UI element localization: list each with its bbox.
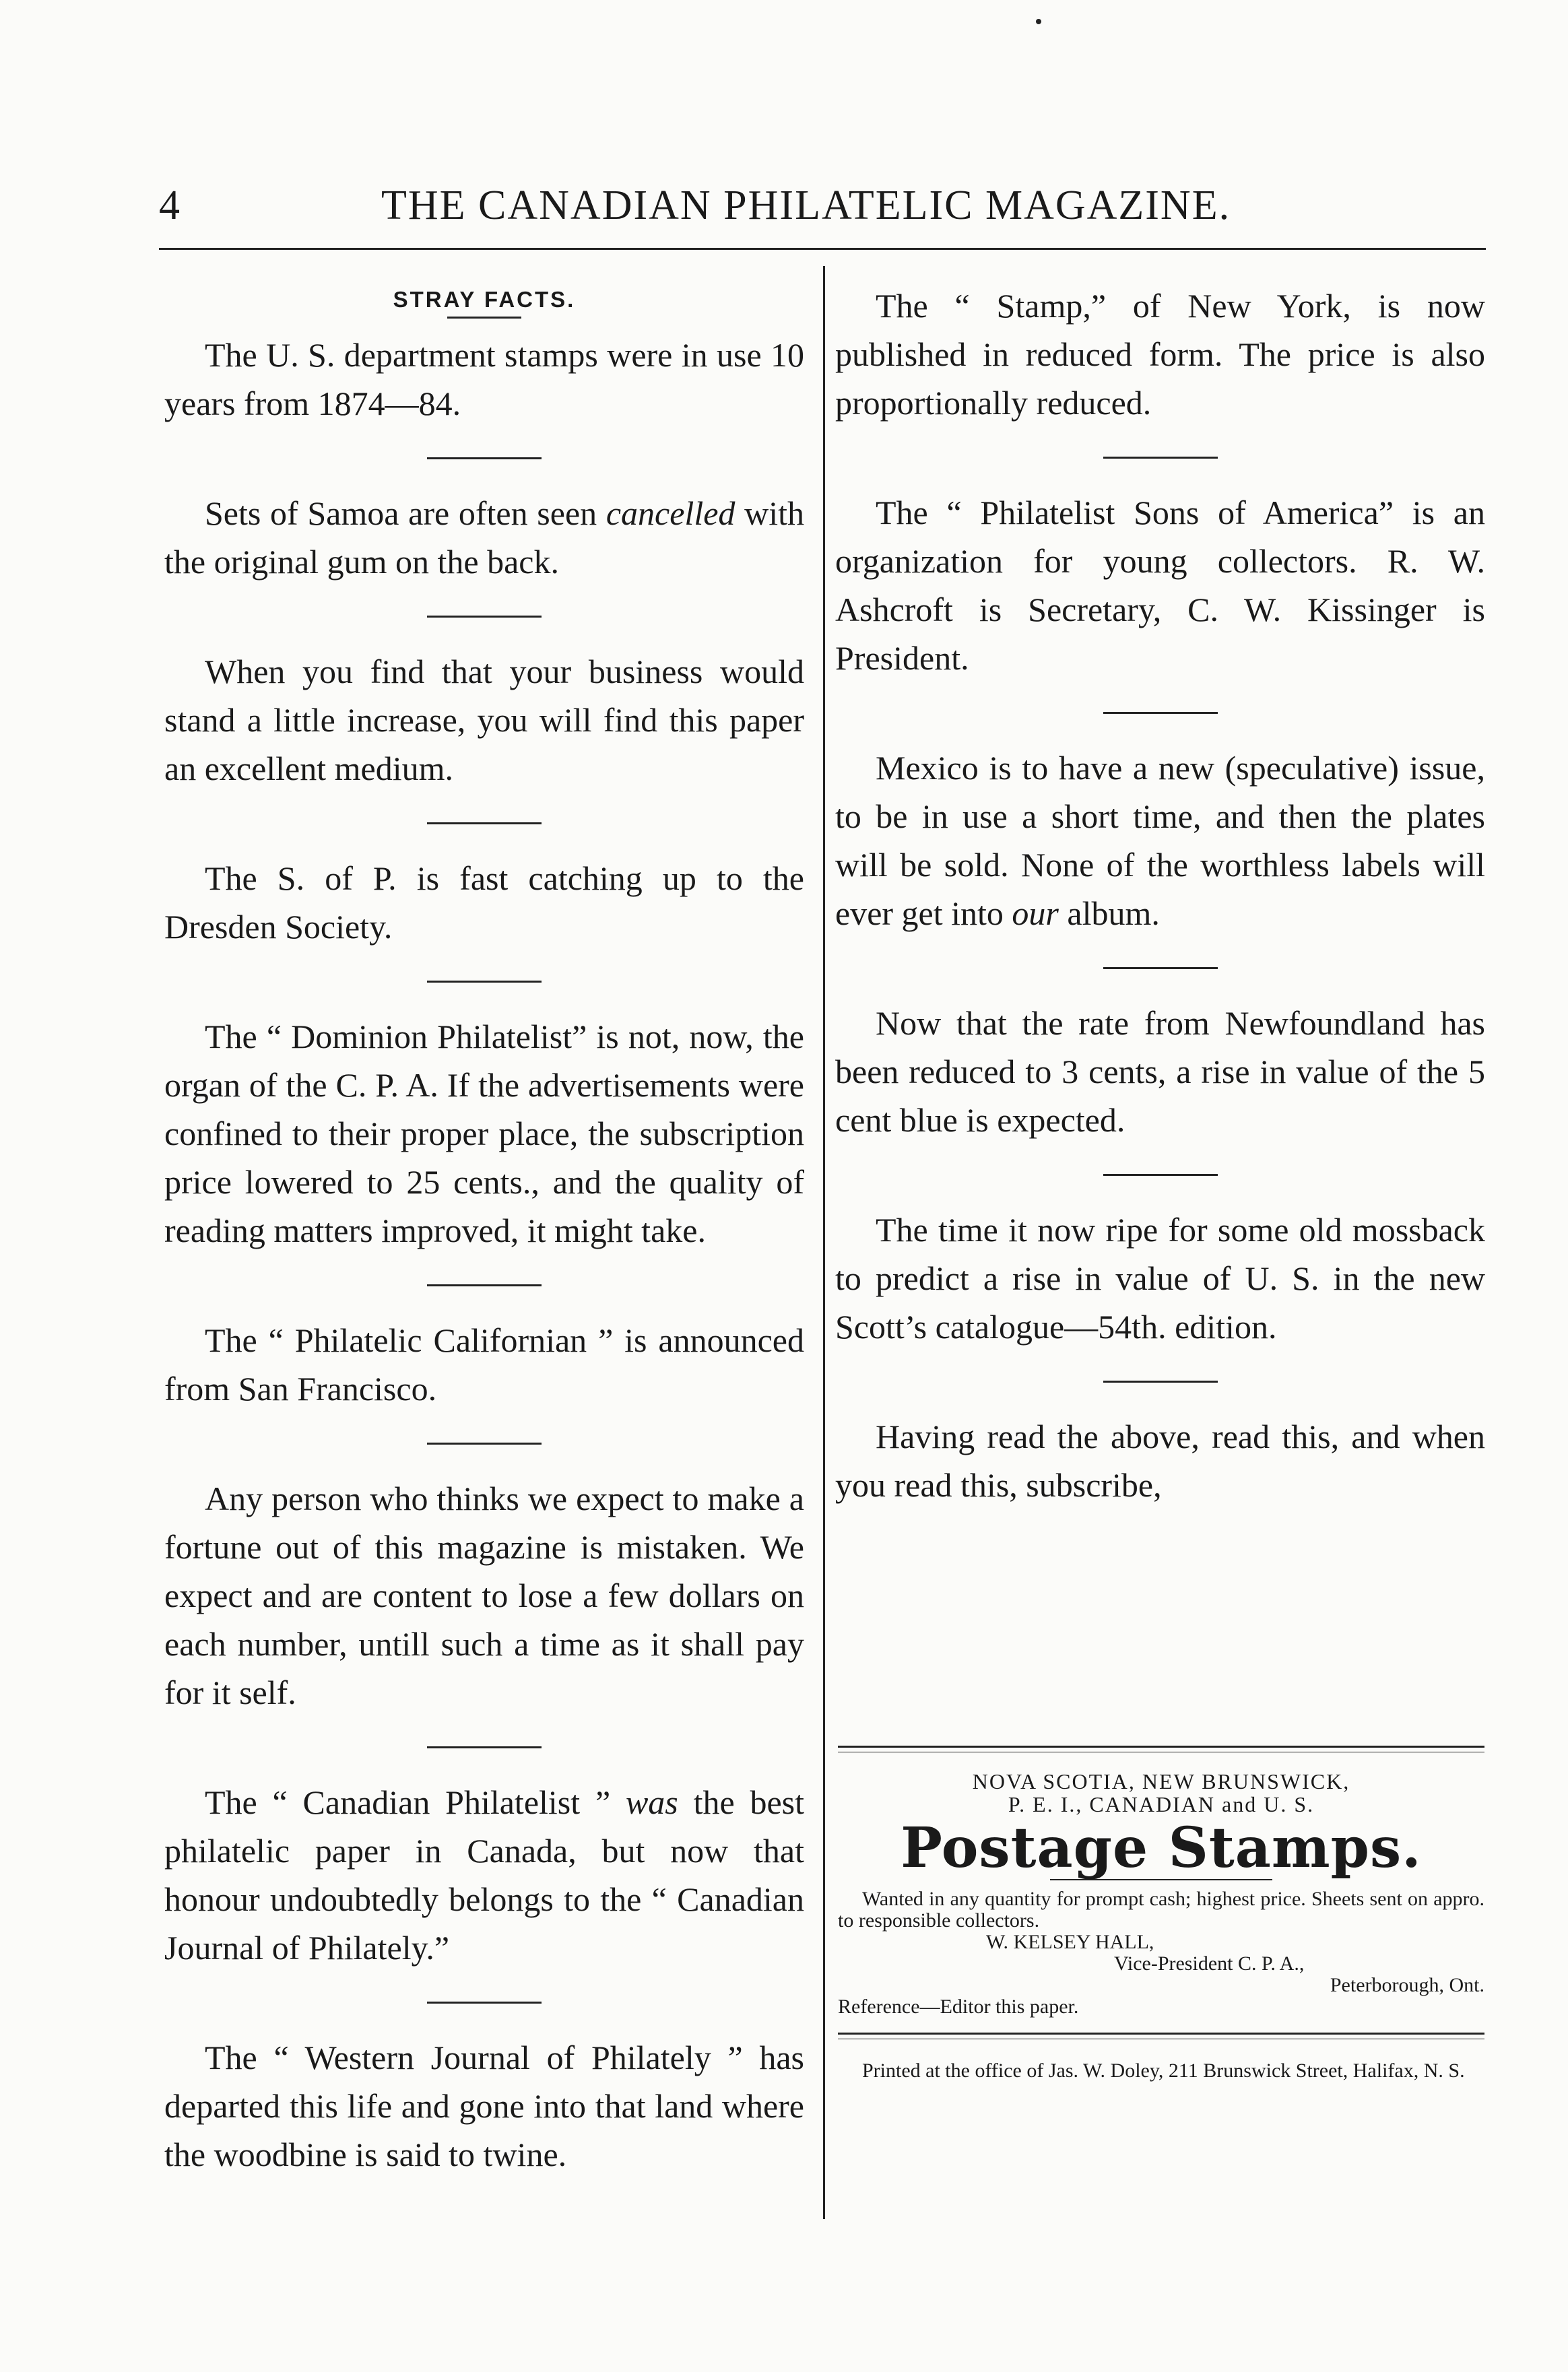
left-item-text: Sets of Samoa are often seen cancelled with the original gum on the back. [164,494,804,581]
right-item [835,282,1485,427]
section-heading: STRAY FACTS. [393,287,576,312]
page-header [159,182,1486,229]
item-separator [427,822,542,824]
item-separator [427,1746,542,1748]
header-rule [159,248,1486,250]
right-item [835,1412,1485,1509]
left-item [164,1474,804,1717]
right-item [835,1206,1485,1351]
ad-reference: Reference—Editor this paper. [838,1996,1079,2018]
advertisement [838,1746,1484,2082]
left-item-text: The “ Dominion Philatelist” is not, now, the organ of the C. P. A. If the advertisements were confined to their proper place, the subscription price lowered to 25 cents., and the quality of reading matters improved, it might take. [164,1018,804,1249]
left-item [164,2033,804,2179]
ad-regions-line-2: P. E. I., CANADIAN and U. S. [1008,1792,1315,1816]
left-item [164,1012,804,1255]
ad-place: Peterborough, Ont. [1330,1974,1484,1996]
left-item-text: Any person who thinks we expect to make a fortune out of this magazine is mistaken. We expect and are content to lose a few dollars on each number, untill such a time as it shall pay for it self. [164,1480,804,1711]
running-title: THE CANADIAN PHILATELIC MAGAZINE. [381,183,1231,228]
heading-rule [447,317,521,319]
right-column [835,282,1485,1509]
left-item-text: The S. of P. is fast catching up to the Dresden Society. [164,859,804,946]
item-separator [427,1284,542,1286]
item-separator [1103,457,1218,459]
left-item [164,331,804,428]
ad-title: Postage Stamps. [901,1816,1422,1880]
left-item [164,647,804,793]
item-separator [427,2002,542,2004]
column-divider [823,266,825,2219]
left-item [164,1316,804,1413]
ad-regions-line-1: NOVA SCOTIA, NEW BRUNSWICK, [972,1769,1350,1793]
item-separator [1103,1381,1218,1383]
print-mark [1036,19,1041,24]
left-item-text: When you find that your business would stand a little increase, you will find this paper an excellent medium. [164,653,804,787]
ad-name: W. KELSEY HALL, [986,1931,1154,1953]
ad-body: Wanted in any quantity for prompt cash; highest price. Sheets sent on appro. to responsible collectors. [838,1888,1484,1932]
right-item-text: The “ Philatelist Sons of America” is an organization for young collectors. R. W. Ashcroft is Secretary, C. W. Kissinger is President. [835,494,1485,677]
left-items [164,331,804,2179]
item-separator [1103,967,1218,969]
item-separator [427,981,542,983]
right-item-text: The time it now ripe for some old mossback to predict a rise in value of U. S. in the new Scott’s catalogue—54th. edition. [835,1211,1485,1346]
item-separator [427,616,542,618]
right-item-text: The “ Stamp,” of New York, is now published in reduced form. The price is also proportionally reduced. [835,287,1485,422]
left-item-text: The “ Western Journal of Philately ” has departed this life and gone into that land where the woodbine is said to twine. [164,2039,804,2173]
item-separator [427,1443,542,1445]
item-separator [1103,712,1218,714]
left-item-text: The “ Philatelic Californian ” is announced from San Francisco. [164,1321,804,1408]
page-number: 4 [159,183,181,228]
left-item [164,1778,804,1972]
right-item-text: Mexico is to have a new (speculative) issue, to be in use a short time, and then the plates will be sold. None of the worthless labels will ever get into our album. [835,749,1485,932]
right-item [835,744,1485,937]
left-item [164,489,804,586]
right-items [835,282,1485,1509]
left-item-text: The “ Canadian Philatelist ” was the best philatelic paper in Canada, but now that honour undoubtedly belongs to the “ Canadian Journal of Philately.” [164,1783,804,1967]
printer-imprint: Printed at the office of Jas. W. Doley, 211 Brunswick Street, Halifax, N. S. [862,2060,1465,2082]
ad-top-rule [838,1746,1484,1748]
left-item [164,854,804,951]
right-item-text: Now that the rate from Newfoundland has been reduced to 3 cents, a rise in value of the 5 cent blue is expected. [835,1004,1485,1139]
right-item [835,999,1485,1144]
item-separator [427,457,542,459]
left-item-text: The U. S. department stamps were in use 10 years from 1874—84. [164,336,804,422]
left-column [164,282,804,2179]
ad-regions [838,1770,1484,1816]
ad-bottom-rule [838,2033,1484,2035]
right-item [835,488,1485,682]
right-item-text: Having read the above, read this, and when you read this, subscribe, [835,1418,1485,1504]
ad-role: Vice-President C. P. A., [1114,1952,1305,1975]
item-separator [1103,1174,1218,1176]
